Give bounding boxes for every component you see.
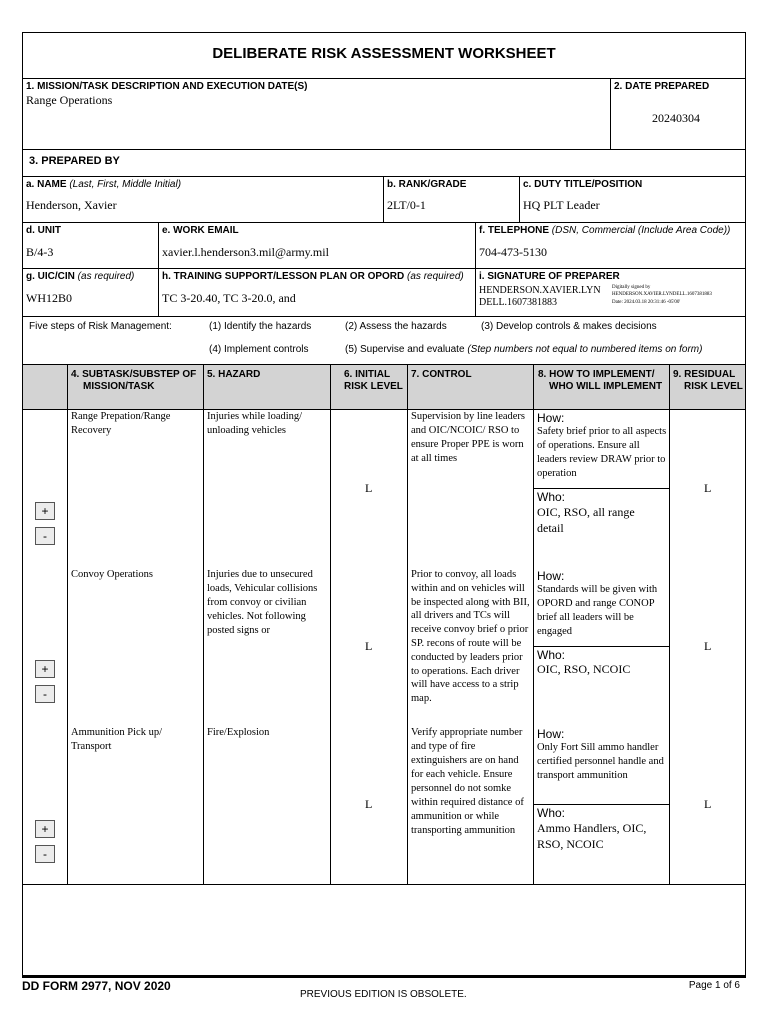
name-field[interactable]: Henderson, Xavier [26,198,117,212]
row1-control[interactable]: Supervision by line leaders and OIC/NCOIC/ RSO to ensure Proper PPE is worn at all times [411,411,526,464]
signature-name-line1: HENDERSON.XAVIER.LYN [479,285,601,296]
signature-field[interactable] [478,284,744,314]
mission-label: 1. MISSION/TASK DESCRIPTION AND EXECUTION DATE(S) [26,81,308,92]
row1-remove-button[interactable]: - [35,527,55,545]
col-header-residual-risk: 9. RESIDUAL RISK LEVEL [673,369,743,392]
steps-note: (Step numbers not equal to numbered items on form) [467,344,703,355]
row1-how-label: How: [537,411,565,425]
signature-stamp-line3: Date: 2024.03.18 20:31:46 -05'00' [612,300,681,305]
col-header-how-who: 8. HOW TO IMPLEMENT/ WHO WILL IMPLEMENT [538,369,663,392]
row1-who[interactable]: OIC, RSO, all range detail [537,505,635,535]
row2-who[interactable]: OIC, RSO, NCOIC [537,662,631,676]
row2-how[interactable]: Standards will be given with OPORD and range CONOP brief all leaders will be engaged [537,584,658,637]
row2-control[interactable]: Prior to convoy, all loads within and on vehicles will be inspected along with BII, all drivers and TCs will receive convoy brief o prior SP. recons of route will be conducted by leaders prior to operations. Each driver will have access to a strip map. [411,569,530,705]
row3-subtask[interactable]: Ammunition Pick up/ Transport [71,727,163,752]
training-field[interactable]: TC 3-20.40, TC 3-20.0, and [162,291,296,305]
row2-add-button[interactable]: + [35,660,55,678]
col-header-subtask: 4. SUBTASK/SUBSTEP OF MISSION/TASK [71,369,197,392]
prepared-by-heading: 3. PREPARED BY [29,155,120,167]
row2-how-label: How: [537,569,565,583]
row1-subtask[interactable]: Range Prepation/Range Recovery [71,411,171,436]
row1-how[interactable]: Safety brief prior to all aspects of operations. Ensure all leaders review DRAW prior to operation [537,426,667,479]
signature-stamp-line2: HENDERSON.XAVIER.LYNDELL.1607381883 [612,292,712,297]
step-5: (5) Supervise and evaluate (Step numbers not equal to numbered items on form) [345,344,703,355]
step-1: (1) Identify the hazards [209,321,312,332]
row3-how[interactable]: Only Fort Sill ammo handler certified personnel handle and transport ammunition [537,742,664,781]
unit-label: d. UNIT [26,225,61,236]
row1-add-button[interactable]: + [35,502,55,520]
phone-label: f. TELEPHONE (DSN, Commercial (Include Area Code)) [479,225,731,236]
row3-add-button[interactable]: + [35,820,55,838]
col-header-hazard: 5. HAZARD [207,369,261,380]
footer-obsolete-note: PREVIOUS EDITION IS OBSOLETE. [300,989,467,1000]
mission-field[interactable]: Range Operations [26,93,113,107]
row3-remove-button[interactable]: - [35,845,55,863]
row2-hazard[interactable]: Injuries due to unsecured loads, Vehicular collisions from convoy or civilian vehicles. Not following posted signs or [207,569,318,636]
row1-hazard[interactable]: Injuries while loading/ unloading vehicles [207,411,303,436]
steps-intro: Five steps of Risk Management: [29,321,172,332]
row2-residual-risk[interactable]: L [704,639,712,653]
phone-field[interactable]: 704-473-5130 [479,245,547,259]
signature-stamp-line1: Digitally signed by [612,285,651,290]
step-4: (4) Implement controls [209,344,309,355]
col-header-initial-risk: 6. INITIAL RISK LEVEL [344,369,403,392]
row2-initial-risk[interactable]: L [365,639,373,653]
date-prepared-label: 2. DATE PREPARED [614,81,710,92]
row3-hazard[interactable]: Fire/Explosion [207,727,270,738]
row3-initial-risk[interactable]: L [365,797,373,811]
footer-form-number: DD FORM 2977, NOV 2020 [22,979,171,993]
signature-label: i. SIGNATURE OF PREPARER [479,271,620,282]
row1-initial-risk[interactable]: L [365,481,373,495]
uic-field[interactable]: WH12B0 [26,291,72,305]
rank-field[interactable]: 2LT/0-1 [387,198,426,212]
step-3: (3) Develop controls & makes decisions [481,321,657,332]
row2-who-label: Who: [537,648,566,662]
row2-remove-button[interactable]: - [35,685,55,703]
uic-label: g. UIC/CIN (as required) [26,271,135,282]
row3-how-label: How: [537,727,565,741]
training-label: h. TRAINING SUPPORT/LESSON PLAN OR OPORD (as required) [162,271,464,282]
duty-field[interactable]: HQ PLT Leader [523,198,600,212]
col-header-control: 7. CONTROL [411,369,472,380]
signature-name-line2: DELL.1607381883 [479,297,558,308]
step-2: (2) Assess the hazards [345,321,447,332]
duty-label: c. DUTY TITLE/POSITION [523,179,643,190]
row1-who-label: Who: [537,490,566,504]
form-title: DELIBERATE RISK ASSESSMENT WORKSHEET [212,45,556,62]
row2-subtask[interactable]: Convoy Operations [71,569,153,580]
name-label: a. NAME (Last, First, Middle Initial) [26,179,182,190]
unit-field[interactable]: B/4-3 [26,245,54,259]
email-label: e. WORK EMAIL [162,225,239,236]
email-field[interactable]: xavier.l.henderson3.mil@army.mil [162,245,329,259]
row3-control[interactable]: Verify appropriate number and type of fire extinguishers are on hand for each vehicle. Ensure personnel do not somke within required distance of ammunition or while transporting ammunition [411,727,524,836]
row1-residual-risk[interactable]: L [704,481,712,495]
row3-who[interactable]: Ammo Handlers, OIC, RSO, NCOIC [537,821,647,851]
footer-page-number: Page 1 of 6 [688,980,740,991]
row3-residual-risk[interactable]: L [704,797,712,811]
row3-who-label: Who: [537,806,566,820]
rank-label: b. RANK/GRADE [387,179,467,190]
date-prepared-field[interactable]: 20240304 [652,111,700,125]
